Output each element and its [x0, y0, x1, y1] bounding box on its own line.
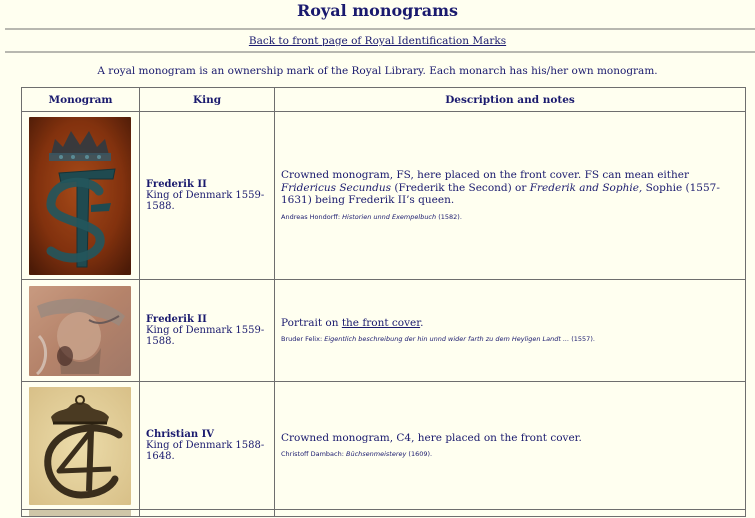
- source-author: Bruder Felix:: [281, 335, 325, 344]
- description-text: [281, 317, 739, 330]
- description-part: Portrait on: [281, 316, 342, 329]
- source-author: Andreas Hondorff:: [281, 212, 343, 221]
- front-cover-link[interactable]: the front cover: [341, 316, 421, 329]
- king-name: Frederik II: [146, 179, 207, 190]
- page-title: Royal monograms: [296, 1, 459, 20]
- description-italic: Fridericus Secundus: [281, 181, 392, 194]
- column-header-king: King: [140, 88, 275, 112]
- source-year: (1609).: [406, 450, 433, 459]
- horizontal-rule: [5, 51, 755, 53]
- king-name: Frederik II: [146, 314, 207, 325]
- c4-crowned-monogram-image[interactable]: [29, 387, 131, 505]
- king-cell: [140, 280, 275, 382]
- description-italic: Frederik and Sophie,: [529, 181, 643, 194]
- horizontal-rule: [5, 28, 755, 30]
- source-note: [281, 335, 739, 344]
- source-year: (1582).: [436, 212, 462, 221]
- intro-text: A royal monogram is an ownership mark of the Royal Library. Each monarch has his/her own monogram.: [97, 65, 658, 77]
- column-header-description: Description and notes: [275, 88, 746, 112]
- description-text: [281, 169, 739, 207]
- table-row: [22, 280, 746, 382]
- king-cell: [140, 112, 275, 280]
- description-cell: [275, 510, 746, 517]
- source-author: Christoff Dambach:: [281, 450, 346, 459]
- description-cell: [275, 112, 746, 280]
- fs-crowned-monogram-image[interactable]: [29, 117, 131, 275]
- back-to-front-page-link[interactable]: Back to front page of Royal Identification Marks: [248, 35, 507, 47]
- description-part: Sophie (1557-1631) being Frederik II’s queen.: [281, 181, 720, 207]
- table-row: [22, 382, 746, 510]
- table-row-partial: [22, 510, 746, 517]
- description-part: (Frederik the Second) or: [391, 181, 530, 194]
- monogram-cell: [22, 280, 140, 382]
- table-header-row: [22, 88, 746, 112]
- table-row: [22, 112, 746, 280]
- king-title: King of Denmark 1588-1648.: [146, 440, 265, 462]
- description-part: Crowned monogram, FS, here placed on the front cover. FS can mean either: [281, 169, 689, 182]
- monogram-table: [21, 87, 746, 517]
- source-title: Büchsenmeisterey: [345, 450, 407, 459]
- description-text: Crowned monogram, C4, here placed on the front cover.: [281, 431, 582, 444]
- king-title: King of Denmark 1559-1588.: [146, 190, 265, 212]
- source-note: [281, 450, 739, 459]
- source-title: Eigentlich beschreibung der hin unnd wider farth zu dem Heyligen Landt ...: [324, 335, 570, 344]
- king-cell: [140, 382, 275, 510]
- frederik-portrait-image[interactable]: [29, 286, 131, 376]
- monogram-cell: [22, 382, 140, 510]
- king-name: Christian IV: [146, 429, 215, 440]
- monogram-cell: [22, 510, 140, 517]
- description-part: .: [420, 316, 424, 329]
- source-title: Historien unnd Exempelbuch: [342, 212, 437, 221]
- description-cell: [275, 382, 746, 510]
- king-cell: [140, 510, 275, 517]
- c4-monogram-picture: [29, 387, 131, 505]
- monogram-cell: [22, 112, 140, 280]
- description-cell: [275, 280, 746, 382]
- source-note: [281, 213, 739, 222]
- source-year: (1557).: [569, 335, 595, 344]
- column-header-monogram: Monogram: [22, 88, 140, 112]
- portrait-picture: [29, 286, 131, 376]
- back-link-container: [0, 34, 755, 48]
- fs-monogram-picture: [29, 117, 131, 275]
- king-title: King of Denmark 1559-1588.: [146, 325, 265, 347]
